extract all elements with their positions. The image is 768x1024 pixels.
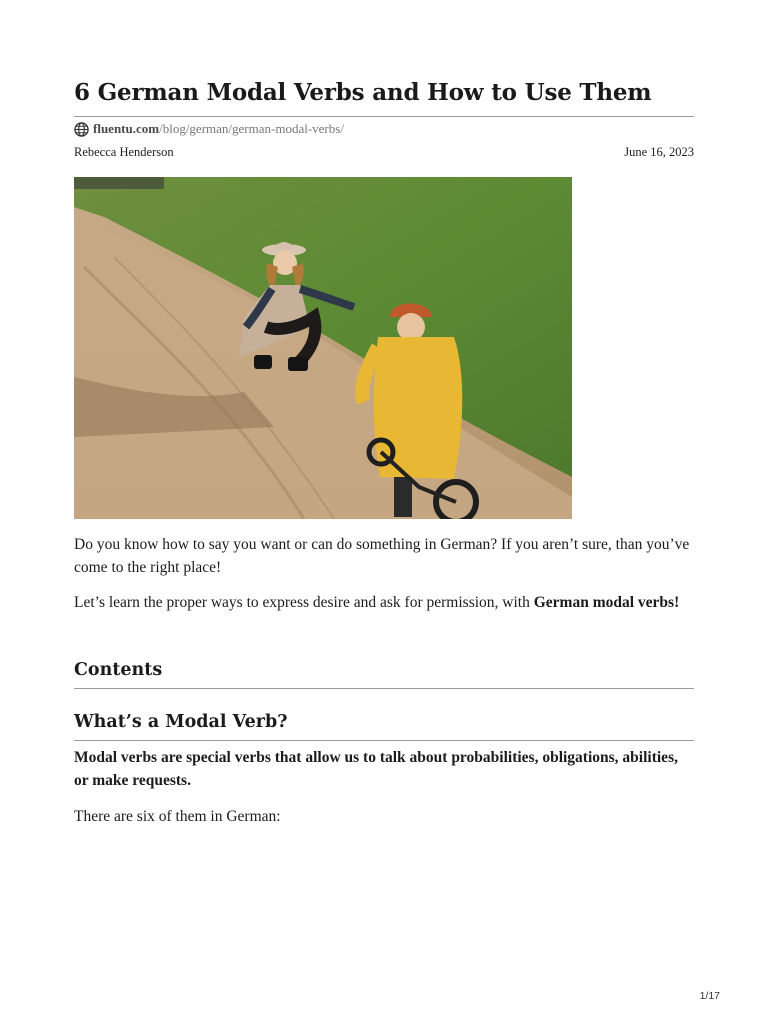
intro-paragraph-2-text: Let’s learn the proper ways to express desire and ask for permission, with bbox=[74, 594, 534, 611]
section-paragraph: There are six of them in German: bbox=[74, 808, 281, 825]
section-divider bbox=[74, 740, 694, 741]
section-bold-text: Modal verbs are special verbs that allow us to talk about probabilities, obligations, abilities, or make requests. bbox=[74, 749, 678, 789]
contents-heading: Contents bbox=[74, 660, 163, 680]
section-heading-modal-verb: What’s a Modal Verb? bbox=[74, 712, 288, 732]
source-url[interactable] bbox=[74, 120, 344, 138]
title-divider bbox=[74, 116, 694, 117]
source-domain: fluentu.com bbox=[93, 121, 160, 136]
page-number: 1/17 bbox=[699, 990, 720, 1002]
source-path: /blog/german/german-modal-verbs/ bbox=[159, 121, 344, 136]
intro-paragraph-2-bold: German modal verbs! bbox=[533, 594, 680, 611]
page-title: 6 German Modal Verbs and How to Use Them bbox=[74, 79, 652, 106]
publish-date: June 16, 2023 bbox=[624, 145, 694, 159]
intro-paragraph-2 bbox=[74, 591, 694, 614]
intro-paragraph-1: Do you know how to say you want or can do something in German? If you aren’t sure, than you’ve come to the right place! bbox=[74, 536, 690, 576]
hero-photo-illustration bbox=[74, 177, 572, 519]
byline bbox=[74, 145, 694, 160]
globe-icon bbox=[74, 122, 89, 137]
section-bold-paragraph bbox=[74, 746, 694, 792]
contents-divider bbox=[74, 688, 694, 689]
author-name: Rebecca Henderson bbox=[74, 145, 174, 159]
hero-image bbox=[74, 177, 572, 519]
